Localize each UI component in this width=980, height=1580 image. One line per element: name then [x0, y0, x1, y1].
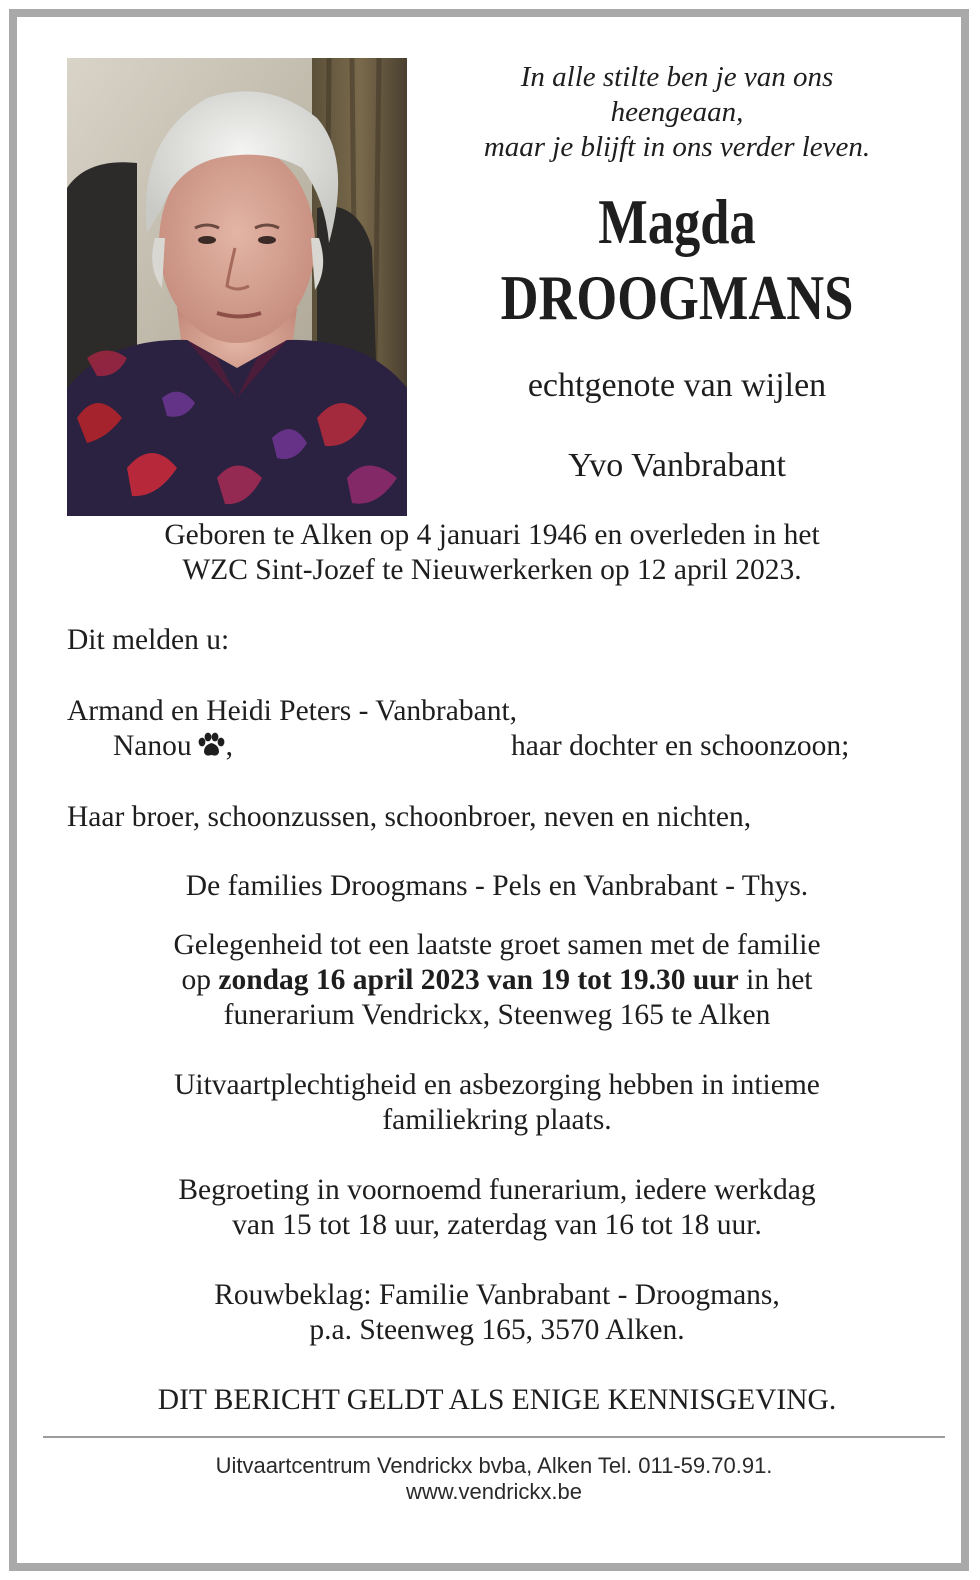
birth-death-line: WZC Sint-Jozef te Nieuwerkerken op 12 april 2023. [182, 554, 802, 586]
memorial-quote [417, 60, 937, 165]
portrait-photo [67, 58, 407, 516]
spouse-intro: echtgenote van wijlen [527, 367, 827, 404]
announcers-intro: Dit melden u: [67, 624, 230, 656]
family-member-line: Haar broer, schoonzussen, schoonbroer, neven en nichten, [67, 801, 752, 833]
ceremony-line: Uitvaartplechtigheid en asbezorging hebben in intieme [174, 1069, 820, 1101]
greeting-line: Begroeting in voornoemd funerarium, iedere werkdag [178, 1174, 816, 1206]
greeting-info [57, 1173, 937, 1243]
quote-line: In alle stilte ben je van ons [520, 61, 834, 93]
quote-line: heengeaan, [610, 96, 744, 128]
sole-notice: DIT BERICHT GELDT ALS ENIGE KENNISGEVING. [157, 1384, 837, 1416]
deceased-first-name: Magda [598, 186, 756, 257]
spouse-name: Yvo Vanbrabant [568, 447, 786, 484]
portrait-illustration [67, 58, 407, 516]
ceremony-info [57, 1068, 937, 1138]
quote-line: maar je blijft in ons verder leven. [483, 131, 871, 163]
funeral-home-footer [43, 1453, 945, 1505]
family-relation: haar dochter en schoonzoon; [511, 730, 850, 762]
deceased-last-name: DROOGMANS [500, 262, 854, 333]
paw-print-icon [196, 732, 226, 767]
visitation-line: op zondag 16 april 2023 van 19 tot 19.30 uur in het [181, 964, 813, 996]
condolence-info [57, 1278, 937, 1348]
birth-death-info [57, 518, 927, 588]
footer-divider [43, 1436, 945, 1438]
visitation-datetime: zondag 16 april 2023 van 19 tot 19.30 uur [218, 964, 739, 996]
visitation-line: funerarium Vendrickx, Steenweg 165 te Alken [223, 999, 771, 1031]
funeral-home-contact: Uitvaartcentrum Vendrickx bvba, Alken Tel. 011-59.70.91. [215, 1453, 773, 1478]
grandchild-line: Nanou , [113, 729, 233, 767]
obituary-card [9, 9, 969, 1571]
greeting-line: van 15 tot 18 uur, zaterdag van 16 tot 18 uur. [232, 1209, 762, 1241]
family-member-line: Armand en Heidi Peters - Vanbrabant, [67, 695, 518, 727]
birth-death-line: Geboren te Alken op 4 januari 1946 en overleden in het [164, 519, 820, 551]
visitation-line: Gelegenheid tot een laatste groet samen met de familie [173, 929, 821, 961]
families-line: De families Droogmans - Pels en Vanbrabant - Thys. [185, 870, 809, 902]
condolence-line: p.a. Steenweg 165, 3570 Alken. [309, 1314, 685, 1346]
grandchild-name: Nanou [113, 730, 192, 762]
condolence-line: Rouwbeklag: Familie Vanbrabant - Droogmans, [214, 1279, 780, 1311]
ceremony-line: familiekring plaats. [382, 1104, 612, 1136]
funeral-home-website[interactable]: www.vendrickx.be [405, 1479, 583, 1504]
visitation-info [57, 928, 937, 1033]
